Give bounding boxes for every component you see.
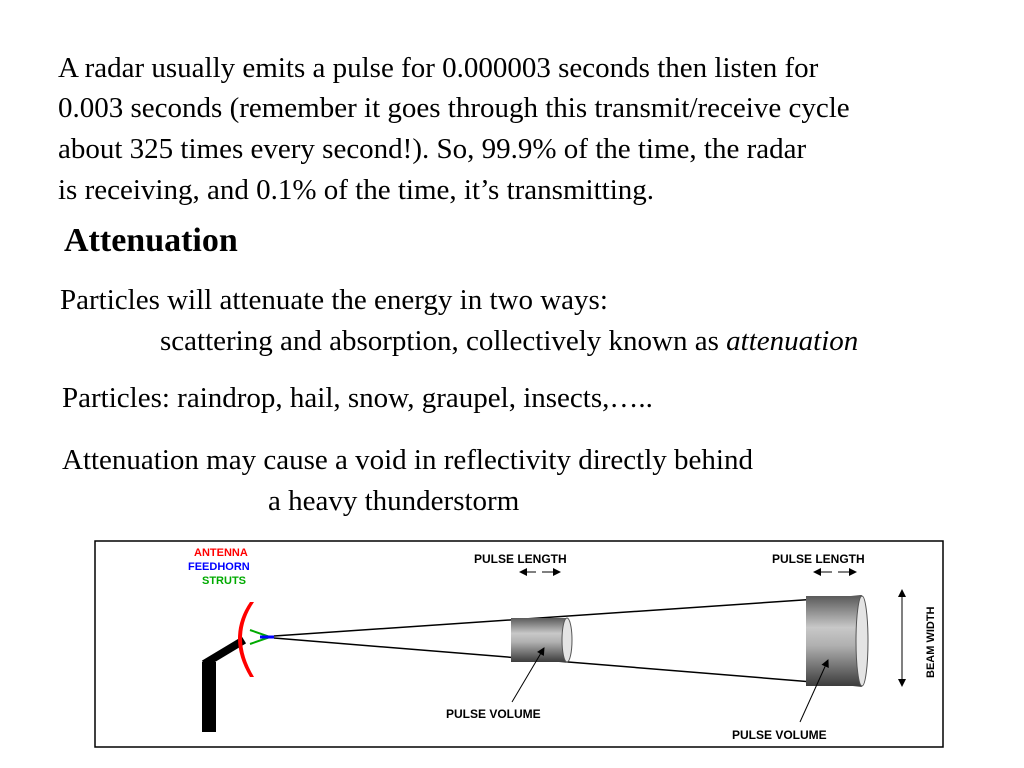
beam-width-label: BEAM WIDTH xyxy=(925,606,937,678)
intro-line-3: about 325 times every second!). So, 99.9% of the time, the radar xyxy=(58,133,807,165)
pulse-volume-label-near: PULSE VOLUME xyxy=(446,707,541,721)
pulse-volume-near xyxy=(511,618,572,662)
section-heading: Attenuation xyxy=(64,222,238,259)
pulse-length-label-near: PULSE LENGTH xyxy=(474,552,567,566)
pulse-volume-far xyxy=(806,596,868,686)
para3-line-1: Attenuation may cause a void in reflectivity directly behind xyxy=(62,444,753,476)
para3-line-2: a heavy thunderstorm xyxy=(268,485,520,517)
legend-struts: STRUTS xyxy=(202,575,246,587)
intro-line-1: A radar usually emits a pulse for 0.000003 seconds then listen for xyxy=(58,52,819,84)
attenuation-term: attenuation xyxy=(726,325,859,357)
legend-feedhorn: FEEDHORN xyxy=(188,561,250,573)
para1-line-2-text: scattering and absorption, collectively known as xyxy=(160,325,727,357)
para1-line-1: Particles will attenuate the energy in two ways: xyxy=(60,284,608,316)
para1-line-2 xyxy=(160,321,858,361)
particles-list: Particles: raindrop, hail, snow, graupel, insects,….. xyxy=(62,382,653,414)
antenna-tower xyxy=(202,662,216,732)
pulse-length-label-far: PULSE LENGTH xyxy=(772,552,865,566)
intro-line-2: 0.003 seconds (remember it goes through this transmit/receive cycle xyxy=(58,92,850,124)
pulse-volume-label-far: PULSE VOLUME xyxy=(732,728,827,742)
radar-beam-diagram xyxy=(94,540,944,748)
intro-line-4: is receiving, and 0.1% of the time, it’s transmitting. xyxy=(58,174,655,206)
legend-antenna: ANTENNA xyxy=(194,547,248,559)
